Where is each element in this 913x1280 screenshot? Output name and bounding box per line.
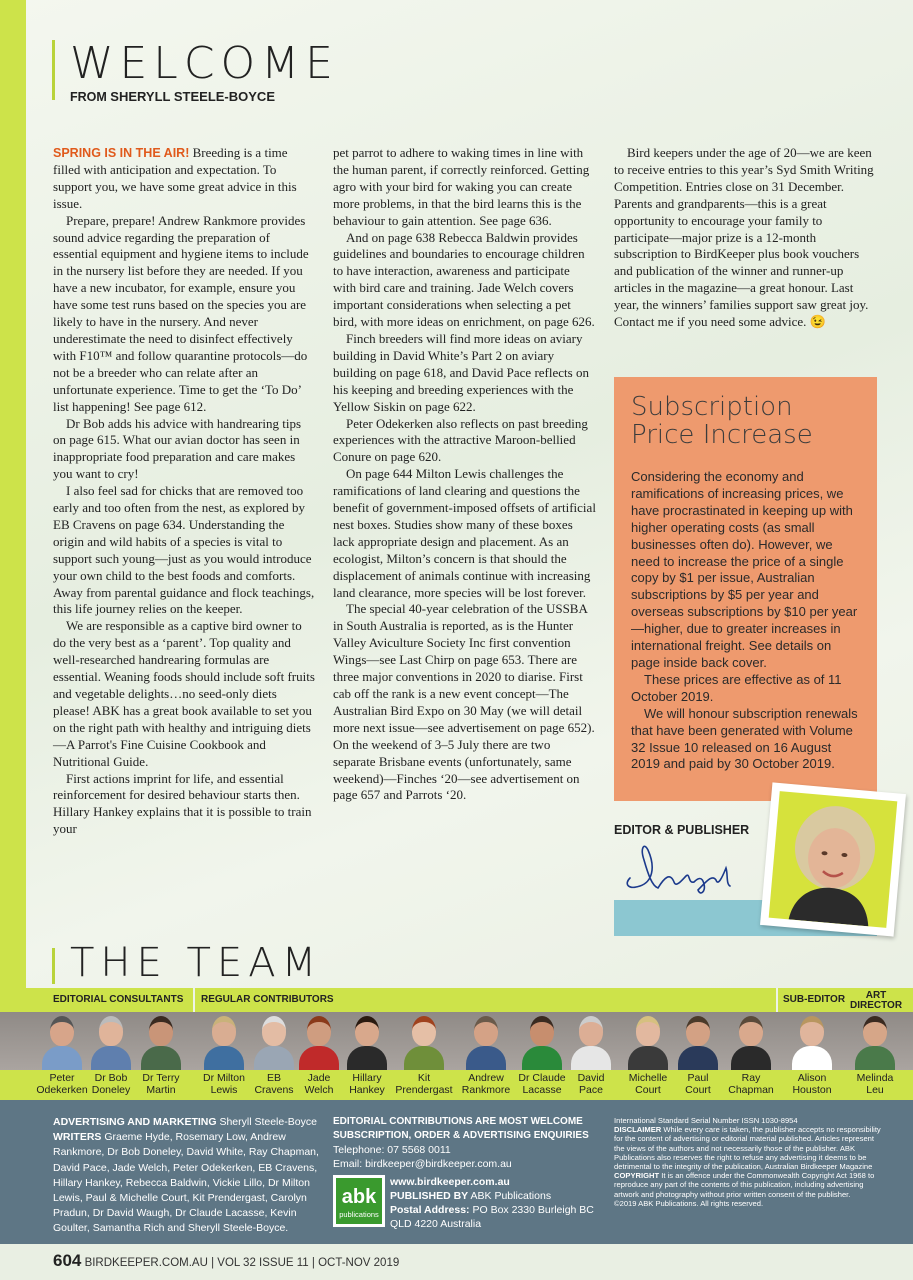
paragraph: Prepare, prepare! Andrew Rankmore provides sound advice regarding the preparation of essential equipment and hygiene items to include in the nursery list before they are needed. If you have a new incubator, for example, ensure you have some test runs based on the species you are likely to have in the nursery. And never underestimate the need to disinfect effectively with F10™ and follow quarantine protocols—do not be a breeder who can relate after an unfortunate experience. Time to get the ‘To Do’ list happening! See page 612. (53, 212, 309, 414)
editor-signature (618, 838, 743, 898)
paragraph: Considering the economy and ramifications of increasing prices, we have procrastinated in keeping up with higher operating costs (as small businesses often do). However, we need to increase the price of a single copy by $1 per issue, Australian subscriptions by $5 per year and overseas subscriptions by $10 per year—higher, due to greater increases in international freight. See details on page inside back cover. (631, 469, 858, 670)
person-head (863, 1016, 887, 1046)
byline-prefix: FROM (70, 90, 107, 104)
team-member-photo (522, 1016, 562, 1070)
team-member-photo (678, 1016, 718, 1070)
team-member-name: Peter Odekerken (36, 1072, 88, 1096)
team-member-photo (628, 1016, 668, 1070)
paragraph: Dr Bob adds his advice with handrearing tips on page 615. What our avian doctor has seen in inappropriate food preparation and care makes you want to cry! (53, 415, 302, 482)
person-head (686, 1016, 710, 1046)
team-member-name: Dr Bob Doneley (91, 1072, 131, 1096)
portrait-icon (769, 791, 898, 928)
paragraph: The special 40-year celebration of the USSBA in South Australia is reported, as is the Hunter Valley Aviculture Society Inc first convention Wings—see Last Chirp on page 653. There are three major conventions in 2020 to diarise. First cab off the rank is a new event concept—The Australian Bird Expo on 30 May (we will detail more next issue—see advertisement on page 652). On the weekend of 3–5 July there are two separate Brisbane events (unfortunately, same weekend)—Finches ‘20—see advertisement on page 657 and Parrots ‘20. (333, 601, 595, 803)
person-head (149, 1016, 173, 1046)
person-head (412, 1016, 436, 1046)
team-member-photo (91, 1016, 131, 1070)
team-member-photo (404, 1016, 444, 1070)
team-member-photo (204, 1016, 244, 1070)
team-title: THE TEAM (70, 940, 323, 986)
credits-block: ADVERTISING AND MARKETING Sheryll Steele-Boyce WRITERS Graeme Hyde, Rosemary Low, Andrew Rankmore, Dr Bob Doneley, David White, Ray Chapman, David Pace, Jade Welch, Peter Odekerken, EB Cravens, Hillary Hankey, Rebecca Baldwin, Vickie Lillo, Dr Milton Lewis, Paul & Michelle Court, Kit Prendergast, Carolyn Pradun, Dr David Waugh, Dr Claude Lacasse, Kevin Goulter, Samantha Rich and Sheryll Steele-Boyce. (53, 1116, 319, 1235)
team-member-name: Andrew Rankmore (461, 1072, 511, 1096)
person-shoulders (404, 1046, 444, 1070)
person-shoulders (299, 1046, 339, 1070)
portrait-image (769, 791, 898, 928)
email-link[interactable]: Email: birdkeeper@birdkeeper.com.au (333, 1158, 512, 1170)
person-shoulders (347, 1046, 387, 1070)
person-shoulders (42, 1046, 82, 1070)
person-shoulders (141, 1046, 181, 1070)
paragraph: Finch breeders will find more ideas on aviary building in David White’s Part 2 on aviary building on page 618, and David Pace reflects on his keeping and breeding experiences with the Yellow Siskin on page 622. (333, 330, 589, 414)
person-shoulders (628, 1046, 668, 1070)
person-head (579, 1016, 603, 1046)
telephone: Telephone: 07 5568 0011 (333, 1144, 451, 1156)
person-head (262, 1016, 286, 1046)
group-label-art-director: ART DIRECTOR (850, 990, 903, 1011)
copyright-line: ©2019 ABK Publications. All rights reserved. (614, 1198, 764, 1208)
paragraph: SPRING IS IN THE AIR! Breeding is a time filled with anticipation and expectation. To support you, we have some great advice in this issue. (53, 145, 297, 211)
person-head (474, 1016, 498, 1046)
person-shoulders (522, 1046, 562, 1070)
lead-in: SPRING IS IN THE AIR! (53, 146, 190, 160)
credit-label: WRITERS (53, 1131, 102, 1144)
editor-photo (760, 782, 906, 936)
team-member-name: EB Cravens (254, 1072, 294, 1096)
person-shoulders (678, 1046, 718, 1070)
team-member-photo (141, 1016, 181, 1070)
team-member-photo (254, 1016, 294, 1070)
person-head (739, 1016, 763, 1046)
paragraph: On page 644 Milton Lewis challenges the ramifications of land clearing and questions the benefit of government-imposed offsets of artificial nest boxes. Studies show many of these boxes lack appropriate design and placement. As an ecologist, Milton’s concern is that should the displacement of animals continue with increasing land clearance, more species will be lost forever. (333, 466, 596, 600)
divider (52, 948, 55, 984)
copyright: COPYRIGHT It is an offence under the Commonwealth Copyright Act 1968 to reproduce any part of the contents of this publication, including advertising artwork and photography without prior written consent of the publisher. (614, 1171, 875, 1199)
team-member-name: Paul Court (685, 1072, 711, 1096)
team-member-name: Dr Claude Lacasse (518, 1072, 566, 1096)
person-head (307, 1016, 331, 1046)
person-shoulders (792, 1046, 832, 1070)
group-label-consultants: EDITORIAL CONSULTANTS (53, 994, 184, 1005)
subscription-title: Subscription Price Increase (631, 392, 813, 450)
paragraph: First actions imprint for life, and essential reinforcement for desired behaviour starts then. Hillary Hankey explains that it is possible to train your (53, 770, 312, 837)
legal-block (614, 1116, 884, 1208)
disclaimer: DISCLAIMER While every care is taken, the publisher accepts no responsibility for the content of advertising or editorial material published. Articles represent the views of the authors and not necessarily those of the publisher. ABK Publications also reserves the right to refuse any advertising it deems to be detrimental to the integrity of the publication, Australian Birdkeeper Magazine (614, 1125, 881, 1172)
team-member-photo (42, 1016, 82, 1070)
team-member-name: David Pace (577, 1072, 605, 1096)
paragraph: We are responsible as a captive bird owner to do the very best as a ‘parent’. Top quality and well-researched handrearing formulas are essential. Weaning foods should include soft fruits and vegetable delights…no seed-only diets please! ABK has a great book available to set you on the right path with healthy and intriguing diets—A Parrot's Fine Cuisine Cookbook and Nutritional Guide. (53, 618, 315, 769)
person-head (355, 1016, 379, 1046)
team-member-photo (855, 1016, 895, 1070)
paragraph: Bird keepers under the age of 20—we are keen to receive entries to this year’s Syd Smith Writing Competition. Entries close on 31 December. Parents and grandparents—this is a great opportunity to encourage your family to participate—major prize is a 12-month subscription to BirdKeeper plus book vouchers and publication of the winner and runner-up articles in the magazine—a great honour. Last year, the winners’ families support saw great joy. Contact me if you need some advice. 😉 (614, 145, 874, 330)
person-shoulders (571, 1046, 611, 1070)
team-member-name: Dr Terry Martin (142, 1072, 180, 1096)
group-label-contributors: REGULAR CONTRIBUTORS (201, 994, 334, 1005)
divider (52, 40, 55, 100)
person-head (212, 1016, 236, 1046)
person-shoulders (466, 1046, 506, 1070)
team-member-name: Melinda Leu (856, 1072, 894, 1096)
team-photo-strip (0, 1012, 913, 1070)
team-member-photo (792, 1016, 832, 1070)
paragraph: pet parrot to adhere to waking times in line with the human parent, if correctly reinforced. Getting agro with your bird for waking you can create more problems, in that the bird learns this is the behaviour to gain attention. See page 636. (333, 145, 590, 228)
credit-label: ADVERTISING AND MARKETING (53, 1116, 217, 1128)
person-head (530, 1016, 554, 1046)
issn: International Standard Serial Number ISSN 1030-8954 (614, 1116, 798, 1125)
paragraph: I also feel sad for chicks that are removed too early and too often from the nest, as explored by EB Cravens on page 634. Understanding the origin and wild habits of a species is vital to support such young—just as you would introduce your own child to the best foods and comforts. Away from parental guidance and flock teachings, this life journey relies on the keeper. (53, 483, 315, 617)
folio-text: BIRDKEEPER.COM.AU | VOL 32 ISSUE 11 | OCT-NOV 2019 (81, 1257, 400, 1269)
person-shoulders (254, 1046, 294, 1070)
team-member-name: Ray Chapman (728, 1072, 774, 1096)
person-head (50, 1016, 74, 1046)
accent-bar (0, 0, 26, 1000)
subscription-notice (614, 377, 877, 801)
team-member-photo (571, 1016, 611, 1070)
team-member-name: Jade Welch (304, 1072, 334, 1096)
person-shoulders (91, 1046, 131, 1070)
abk-logo: abk publications (333, 1175, 385, 1227)
team-member-photo (347, 1016, 387, 1070)
team-member-name: Kit Prendergast (395, 1072, 453, 1096)
article-column-3 (614, 145, 876, 331)
editor-label: EDITOR & PUBLISHER (614, 823, 750, 837)
team-member-name: Dr Milton Lewis (202, 1072, 245, 1096)
contact-heading: EDITORIAL CONTRIBUTIONS ARE MOST WELCOME (333, 1116, 583, 1127)
person-shoulders (855, 1046, 895, 1070)
postal-address: Postal Address: PO Box 2330 Burleigh BC QLD 4220 Australia (390, 1204, 594, 1230)
contact-block (333, 1115, 598, 1230)
team-member-name: Alison Houston (792, 1072, 832, 1096)
page-number: 604 (53, 1251, 82, 1270)
person-shoulders (204, 1046, 244, 1070)
team-member-name: Michelle Court (628, 1072, 668, 1096)
page-title: WELCOME (70, 38, 339, 89)
paragraph: And on page 638 Rebecca Baldwin provides guidelines and boundaries to encourage children to have interaction, awareness and participate with bird care and training. Jade Welch covers important considerations when selecting a pet bird, with more ideas on enrichment, on page 626. (333, 229, 595, 330)
team-member-name: Hillary Hankey (349, 1072, 385, 1096)
paragraph: We will honour subscription renewals that have been generated with Volume 32 Issue 10 released on 16 August 2019 and paid by 30 October 2019. (631, 705, 858, 772)
byline-name: SHERYLL STEELE-BOYCE (110, 89, 275, 104)
publisher-info (390, 1175, 598, 1231)
team-member-photo (731, 1016, 771, 1070)
person-head (636, 1016, 660, 1046)
subscription-body (631, 469, 861, 773)
byline (70, 89, 275, 104)
paragraph: Peter Odekerken also reflects on past breeding experiences with the attractive Maroon-bellied Conure on page 620. (333, 415, 588, 465)
team-member-photo (466, 1016, 506, 1070)
folio (53, 1251, 399, 1271)
article-column-1 (53, 145, 315, 838)
person-head (800, 1016, 824, 1046)
person-head (99, 1016, 123, 1046)
paragraph: These prices are effective as of 11 October 2019. (631, 671, 842, 704)
publisher: PUBLISHED BY ABK Publications (390, 1190, 552, 1202)
website-link[interactable]: www.birdkeeper.com.au (390, 1176, 510, 1188)
person-shoulders (731, 1046, 771, 1070)
team-member-photo (299, 1016, 339, 1070)
article-column-2 (333, 145, 596, 804)
group-label-sub-editor: SUB-EDITOR (783, 994, 846, 1005)
contact-heading: SUBSCRIPTION, ORDER & ADVERTISING ENQUIRIES (333, 1130, 589, 1141)
